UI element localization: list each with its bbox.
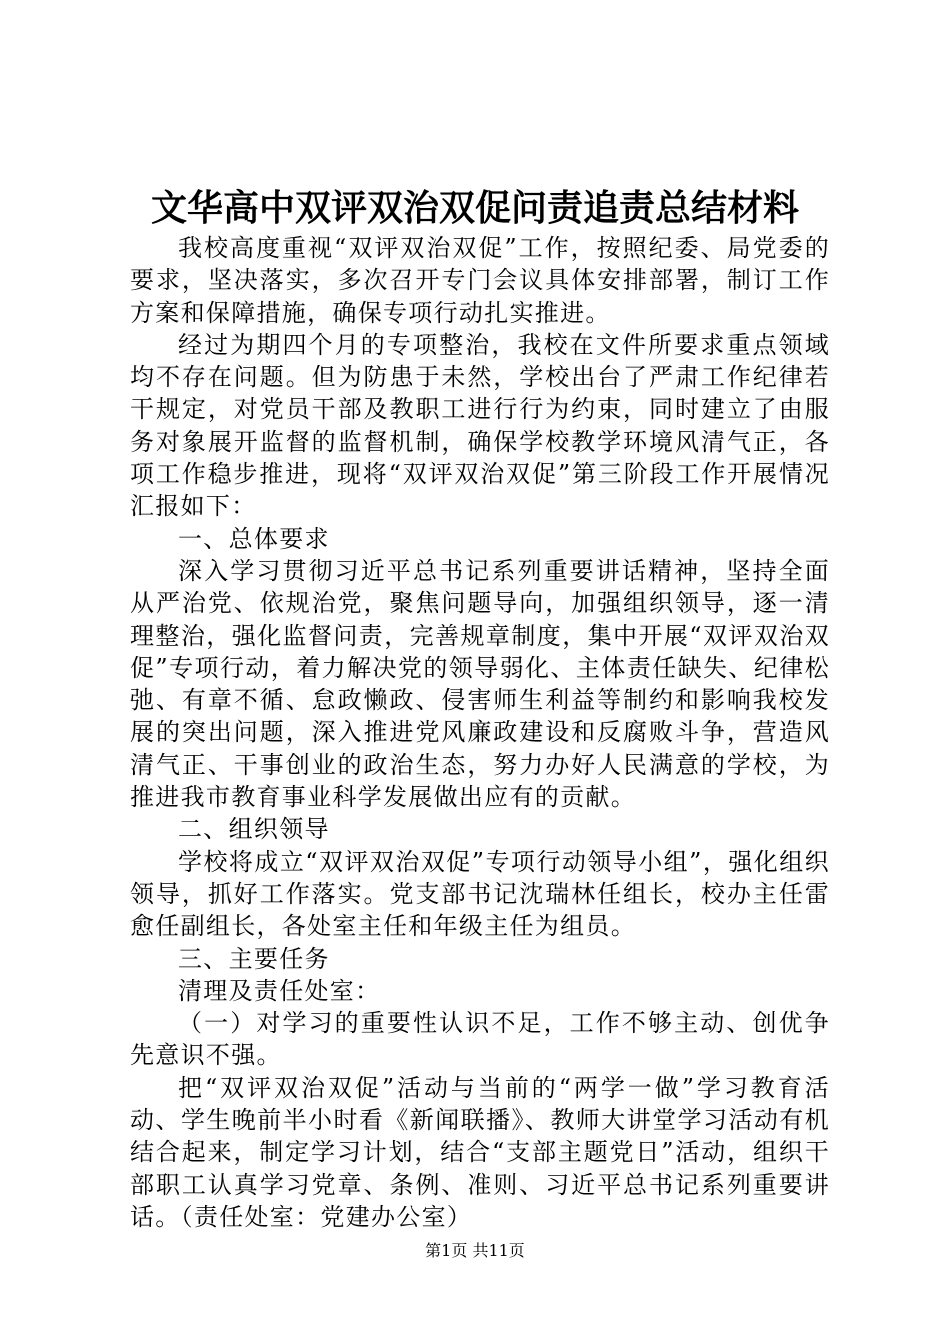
paragraph-task-one: （一）对学习的重要性认识不足，工作不够主动、创优争先意识不强。 bbox=[130, 1009, 830, 1070]
page-number-footer: 第1页 共11页 bbox=[425, 1241, 525, 1260]
section-heading-main-tasks: 三、主要任务 bbox=[178, 944, 330, 973]
paragraph-intro: 我校高度重视“双评双治双促”工作，按照纪委、局党委的要求，坚决落实，多次召开专门会议具体安排部署，制订工作方案和保障措施，确保专项行动扎实推进。 bbox=[130, 234, 830, 327]
paragraph-cleanup-label: 清理及责任处室： bbox=[178, 976, 381, 1005]
section-heading-general-requirements: 一、总体要求 bbox=[178, 524, 330, 553]
paragraph-task-one-detail: 把“双评双治双促”活动与当前的“两学一做”学习教育活动、学生晚前半小时看《新闻联播》、教师大讲堂学习活动有机结合起来，制定学习计划，结合“支部主题党日”活动，组织干部职工认真学习党章、条例、准则、习近平总书记系列重要讲话。（责任处室：党建办公室） bbox=[130, 1073, 830, 1231]
document-body bbox=[130, 232, 830, 1233]
document-title: 文华高中双评双治双促问责追责总结材料 bbox=[150, 187, 799, 229]
paragraph-overview: 经过为期四个月的专项整治，我校在文件所要求重点领域均不存在问题。但为防患于未然，学校出台了严肃工作纪律若干规定，对党员干部及教职工进行行为约束，同时建立了由服务对象展开监督的监督机制，确保学校教学环境风清气正，各项工作稳步推进，现将“双评双治双促”第三阶段工作开展情况汇报如下： bbox=[130, 330, 830, 521]
paragraph-organization: 学校将成立“双评双治双促”专项行动领导小组”，强化组织领导，抓好工作落实。党支部书记沈瑞林任组长，校办主任雷愈任副组长，各处室主任和年级主任为组员。 bbox=[130, 847, 830, 941]
section-heading-organization: 二、组织领导 bbox=[178, 815, 330, 844]
paragraph-general-requirements: 深入学习贯彻习近平总书记系列重要讲话精神，坚持全面从严治党、依规治党，聚焦问题导向，加强组织领导，逐一清理整治，强化监督问责，完善规章制度，集中开展“双评双治双促”专项行动，着力解决党的领导弱化、主体责任缺失、纪律松弛、有章不循、怠政懒政、侵害师生利益等制约和影响我校发展的突出问题，深入推进党风廉政建设和反腐败斗争，营造风清气正、干事创业的政治生态，努力办好人民满意的学校，为推进我市教育事业科学发展做出应有的贡献。 bbox=[130, 556, 830, 812]
